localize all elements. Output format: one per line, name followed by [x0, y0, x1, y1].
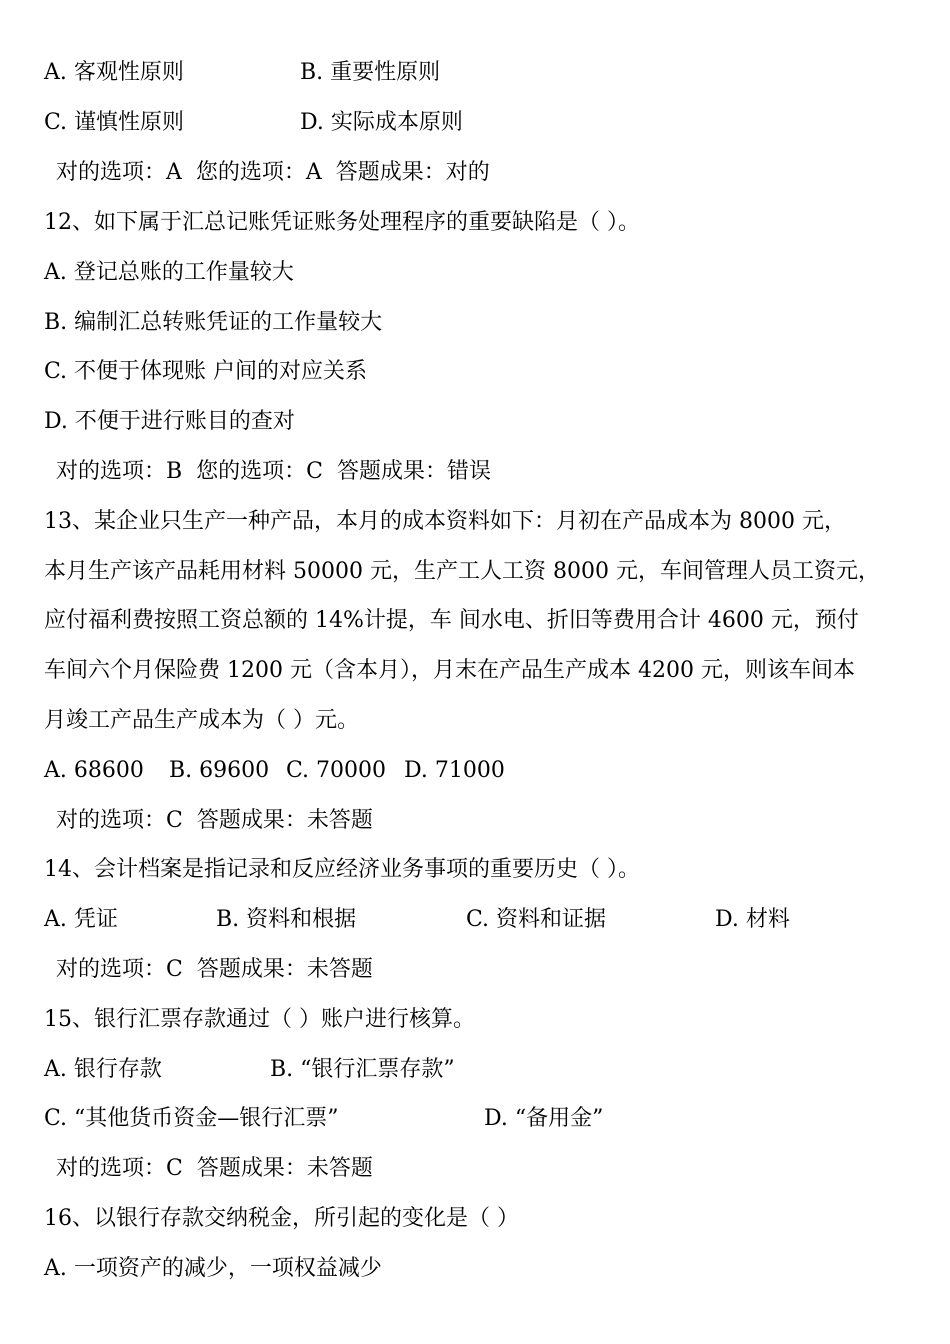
- q11-result: [56, 158, 490, 188]
- q14-stem: 14、会计档案是指记录和反应经济业务事项的重要历史（ ）。: [44, 857, 640, 882]
- q13-stem-line-3: 应付福利费按照工资总额的 14%计提，车 间水电、折旧等费用合计 4600 元，预付: [44, 608, 859, 633]
- q13-option-b: B. 69600: [169, 758, 270, 783]
- q12-option-a: A. 登记总账的工作量较大: [44, 260, 294, 285]
- q11-option-d: D. 实际成本原则: [300, 110, 463, 135]
- q12-stem: 12、如下属于汇总记账凭证账务处理程序的重要缺陷是（ ）。: [44, 210, 640, 235]
- q12-option-c: C. 不便于体现账 户间的对应关系: [44, 359, 368, 384]
- q15-result-text: 对的选项：C 答题成果：未答题: [56, 1156, 373, 1181]
- q13-option-d: D. 71000: [404, 758, 505, 783]
- q11-option-b: B. 重要性原则: [300, 60, 441, 85]
- q15-option-b: B. “银行汇票存款”: [270, 1057, 455, 1082]
- q13-result: [56, 806, 373, 836]
- q13-stem-line-1: 13、某企业只生产一种产品，本月的成本资料如下：月初在产品成本为 8000 元，: [44, 509, 846, 534]
- q13-option-a: A. 68600: [44, 758, 144, 783]
- q16-option-a: A. 一项资产的减少，一项权益减少: [44, 1256, 382, 1281]
- q13-stem-line-2: 本月生产该产品耗用材料 50000 元，生产工人工资 8000 元，车间管理人员工资元，: [44, 559, 880, 584]
- q11-result-text: 对的选项：A 您的选项：A 答题成果：对的: [56, 160, 490, 185]
- q14-result: [56, 955, 373, 985]
- q12-option-b: B. 编制汇总转账凭证的工作量较大: [44, 310, 383, 335]
- q13-result-text: 对的选项：C 答题成果：未答题: [56, 808, 373, 833]
- q12-option-d: D. 不便于进行账目的查对: [44, 409, 295, 434]
- q15-option-c: C. “其他货币资金—银行汇票”: [44, 1106, 339, 1131]
- q11-option-a: A. 客观性原则: [44, 60, 184, 85]
- q14-option-c: C. 资料和证据: [466, 907, 607, 932]
- q14-option-a: A. 凭证: [44, 907, 118, 932]
- q12-result-text: 对的选项：B 您的选项：C 答题成果：错误: [56, 459, 491, 484]
- q13-stem-line-5: 月竣工产品生产成本为（ ）元。: [44, 708, 359, 733]
- q14-option-d: D. 材料: [715, 907, 790, 932]
- q14-option-b: B. 资料和根据: [216, 907, 357, 932]
- q15-option-d: D. “备用金”: [484, 1106, 604, 1131]
- q14-result-text: 对的选项：C 答题成果：未答题: [56, 957, 373, 982]
- q15-result: [56, 1154, 373, 1184]
- q11-option-c: C. 谨慎性原则: [44, 110, 185, 135]
- q15-option-a: A. 银行存款: [44, 1057, 162, 1082]
- q13-option-c: C. 70000: [286, 758, 387, 783]
- q13-stem-line-4: 车间六个月保险费 1200 元（含本月），月末在产品生产成本 4200 元，则该车间本: [44, 658, 855, 683]
- q12-result: [56, 457, 491, 487]
- q16-stem: 16、以银行存款交纳税金，所引起的变化是（ ）: [44, 1206, 519, 1231]
- q15-stem: 15、银行汇票存款通过（ ）账户进行核算。: [44, 1007, 475, 1032]
